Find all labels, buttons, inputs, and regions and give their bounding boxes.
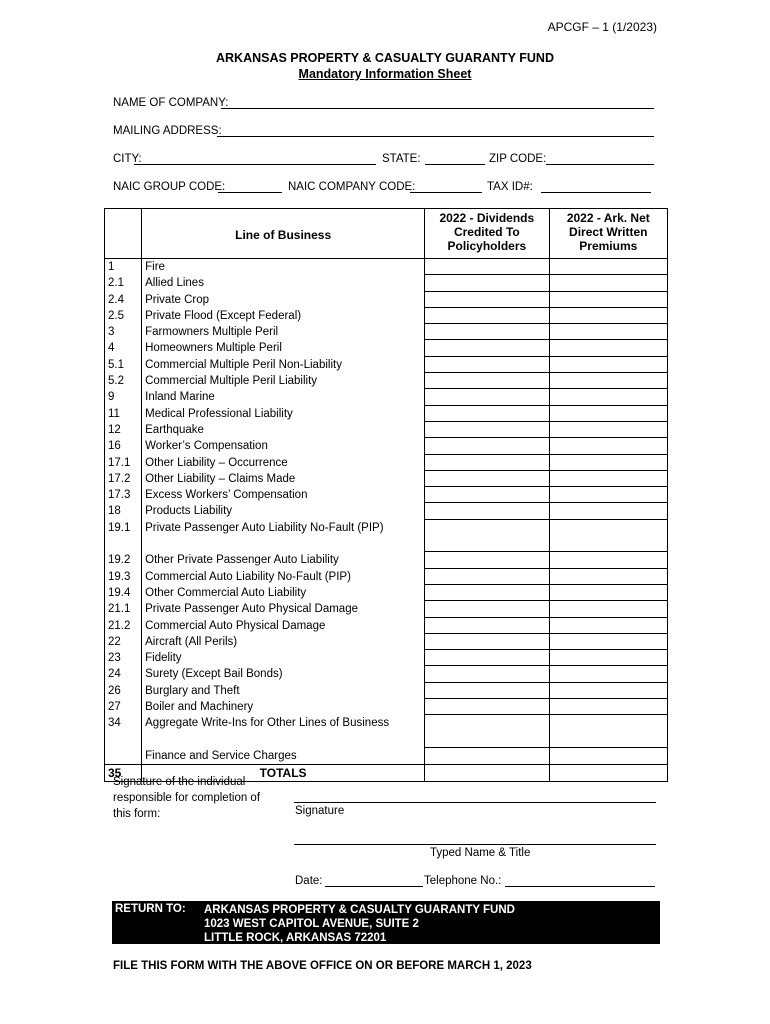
- signature-label: Signature: [295, 805, 345, 817]
- line-number: 17.2: [108, 472, 131, 485]
- telephone-field[interactable]: [505, 886, 655, 887]
- form-title: ARKANSAS PROPERTY & CASUALTY GUARANTY FUND: [216, 51, 554, 65]
- line-number: 16: [108, 440, 121, 453]
- dividends-cell[interactable]: [425, 340, 548, 356]
- return-to-line1: ARKANSAS PROPERTY & CASUALTY GUARANTY FUND: [204, 904, 515, 916]
- line-number: 19.4: [108, 586, 131, 599]
- return-to-line2: 1023 WEST CAPITOL AVENUE, SUITE 2: [204, 918, 419, 930]
- dividends-cell[interactable]: [425, 357, 548, 373]
- header-line-of-business: Line of Business: [142, 209, 425, 259]
- form-subtitle: Mandatory Information Sheet: [298, 67, 472, 81]
- premiums-cell[interactable]: [550, 422, 667, 438]
- line-number: 22: [108, 635, 121, 648]
- line-number-column: [105, 259, 142, 765]
- line-name: Other Commercial Auto Liability: [145, 586, 307, 599]
- line-number: 2.4: [108, 293, 124, 306]
- line-number: 2.1: [108, 277, 124, 290]
- line-number: 34: [108, 717, 121, 730]
- line-name: Boiler and Machinery: [145, 701, 254, 714]
- premiums-cell[interactable]: [550, 275, 667, 291]
- line-name: Fidelity: [145, 652, 182, 665]
- dividends-cell[interactable]: [425, 422, 548, 438]
- line-name: Inland Marine: [145, 391, 215, 404]
- premiums-cell[interactable]: [550, 503, 667, 519]
- line-name: Homeowners Multiple Peril: [145, 342, 282, 355]
- premiums-cell[interactable]: [550, 715, 667, 748]
- line-name: Commercial Multiple Peril Non-Liability: [145, 358, 342, 371]
- dividends-cell[interactable]: [425, 683, 548, 699]
- premiums-cell[interactable]: [550, 650, 667, 666]
- line-number: 26: [108, 684, 121, 697]
- dividends-cell[interactable]: [425, 699, 548, 715]
- line-name: Finance and Service Charges: [145, 749, 297, 762]
- dividends-cell[interactable]: [425, 666, 548, 682]
- return-to-line3: LITTLE ROCK, ARKANSAS 72201: [204, 932, 387, 944]
- premiums-cell[interactable]: [550, 438, 667, 454]
- line-number: 17.3: [108, 489, 131, 502]
- premiums-cell[interactable]: [550, 389, 667, 405]
- premiums-cell[interactable]: [550, 487, 667, 503]
- premiums-cell[interactable]: [550, 455, 667, 471]
- totals-premiums-cell[interactable]: [549, 765, 667, 782]
- dividends-cell[interactable]: [425, 487, 548, 503]
- state-field[interactable]: [425, 164, 485, 165]
- line-name: Earthquake: [145, 423, 204, 436]
- premiums-cell[interactable]: [550, 373, 667, 389]
- line-name: Other Liability – Occurrence: [145, 456, 288, 469]
- premiums-cell[interactable]: [550, 618, 667, 634]
- line-name: Burglary and Theft: [145, 684, 240, 697]
- premiums-cell[interactable]: [550, 357, 667, 373]
- header-dividends: 2022 - Dividends Credited To Policyholders: [425, 209, 549, 259]
- typed-name-field[interactable]: [294, 844, 656, 845]
- signature-field[interactable]: [294, 802, 656, 803]
- dividends-cell[interactable]: [425, 275, 548, 291]
- dividends-cell[interactable]: [425, 585, 548, 601]
- city-field[interactable]: [134, 164, 376, 165]
- premiums-cell[interactable]: [550, 748, 667, 764]
- premiums-cell[interactable]: [550, 666, 667, 682]
- premiums-cell[interactable]: [550, 292, 667, 308]
- line-name: Private Flood (Except Federal): [145, 309, 302, 322]
- naic-company-label: NAIC COMPANY CODE:: [288, 181, 416, 193]
- line-name: Commercial Multiple Peril Liability: [145, 375, 318, 388]
- dividends-cell[interactable]: [425, 324, 548, 340]
- date-field[interactable]: [325, 886, 423, 887]
- date-label: Date:: [295, 875, 323, 887]
- line-name: Private Crop: [145, 293, 210, 306]
- dividends-cell[interactable]: [425, 715, 548, 748]
- line-number: 12: [108, 423, 121, 436]
- premiums-cell[interactable]: [550, 634, 667, 650]
- line-name: Farmowners Multiple Peril: [145, 326, 279, 339]
- telephone-label: Telephone No.:: [424, 875, 502, 887]
- zip-field[interactable]: [546, 164, 654, 165]
- line-number: 5.2: [108, 375, 124, 388]
- line-name: Aggregate Write-Ins for Other Lines of Business: [145, 717, 390, 730]
- line-name: Surety (Except Bail Bonds): [145, 668, 283, 681]
- mailing-address-label: MAILING ADDRESS:: [113, 125, 222, 137]
- dividends-cell[interactable]: [425, 455, 548, 471]
- return-to-box: [112, 901, 660, 944]
- line-number: 24: [108, 668, 121, 681]
- filing-deadline: FILE THIS FORM WITH THE ABOVE OFFICE ON OR BEFORE MARCH 1, 2023: [113, 960, 532, 972]
- premiums-cell[interactable]: [550, 569, 667, 585]
- line-name: Excess Workers’ Compensation: [145, 489, 308, 502]
- premiums-cell[interactable]: [550, 552, 667, 568]
- zip-label: ZIP CODE:: [489, 153, 547, 165]
- premiums-cell[interactable]: [550, 340, 667, 356]
- dividends-cell[interactable]: [425, 471, 548, 487]
- dividends-cell[interactable]: [425, 503, 548, 519]
- return-to-label: RETURN TO:: [115, 903, 186, 915]
- premiums-cell[interactable]: [550, 259, 667, 275]
- premiums-column: [549, 259, 667, 765]
- dividends-cell[interactable]: [425, 552, 548, 568]
- line-number: 19.2: [108, 554, 131, 567]
- premiums-cell[interactable]: [550, 699, 667, 715]
- line-number: 27: [108, 701, 121, 714]
- header-number: [105, 209, 142, 259]
- company-name-field[interactable]: [221, 108, 654, 109]
- dividends-cell[interactable]: [425, 748, 548, 764]
- line-of-business-table: [104, 208, 668, 782]
- naic-group-label: NAIC GROUP CODE:: [113, 181, 226, 193]
- totals-label: TOTALS: [142, 765, 425, 782]
- dividends-cell[interactable]: [425, 406, 548, 422]
- line-number: 21.1: [108, 603, 131, 616]
- dividends-cell[interactable]: [425, 389, 548, 405]
- line-name: Other Private Passenger Auto Liability: [145, 554, 339, 567]
- line-name: Aircraft (All Perils): [145, 635, 238, 648]
- line-number: 1: [108, 261, 115, 273]
- dividends-cell[interactable]: [425, 601, 548, 617]
- dividends-cell[interactable]: [425, 438, 548, 454]
- line-number: 9: [108, 391, 115, 404]
- premiums-cell[interactable]: [550, 601, 667, 617]
- line-name: Commercial Auto Physical Damage: [145, 619, 326, 632]
- line-number: 3: [108, 326, 115, 339]
- header-premiums: 2022 - Ark. Net Direct Written Premiums: [549, 209, 667, 259]
- premiums-cell[interactable]: [550, 520, 667, 553]
- dividends-cell[interactable]: [425, 650, 548, 666]
- naic-group-field[interactable]: [218, 192, 282, 193]
- line-number: 2.5: [108, 309, 124, 322]
- dividends-cell[interactable]: [425, 259, 548, 275]
- line-name: Private Passenger Auto Liability No-Fault (PIP): [145, 521, 384, 534]
- totals-number: 35: [105, 765, 142, 782]
- line-name: Fire: [145, 261, 165, 273]
- line-name: Medical Professional Liability: [145, 407, 293, 420]
- premiums-cell[interactable]: [550, 585, 667, 601]
- tax-id-field[interactable]: [541, 192, 651, 193]
- line-name: Private Passenger Auto Physical Damage: [145, 603, 358, 616]
- line-name: Other Liability – Claims Made: [145, 472, 296, 485]
- dividends-cell[interactable]: [425, 520, 548, 553]
- premiums-cell[interactable]: [550, 406, 667, 422]
- naic-company-field[interactable]: [410, 192, 482, 193]
- line-number: 19.1: [108, 521, 131, 534]
- form-code: APCGF – 1 (1/2023): [547, 20, 657, 34]
- mailing-address-field[interactable]: [217, 136, 654, 137]
- dividends-cell[interactable]: [425, 634, 548, 650]
- line-name: Products Liability: [145, 505, 233, 518]
- dividends-cell[interactable]: [425, 308, 548, 324]
- dividends-cell[interactable]: [425, 618, 548, 634]
- tax-id-label: TAX ID#:: [487, 181, 533, 193]
- dividends-cell[interactable]: [425, 373, 548, 389]
- dividends-cell[interactable]: [425, 569, 548, 585]
- line-number: [105, 748, 141, 764]
- premiums-cell[interactable]: [550, 683, 667, 699]
- line-name-column: [142, 259, 425, 765]
- line-number: 21.2: [108, 619, 131, 632]
- line-number: 17.1: [108, 456, 131, 469]
- line-number: 4: [108, 342, 115, 355]
- state-label: STATE:: [382, 153, 421, 165]
- line-number: 18: [108, 505, 121, 518]
- premiums-cell[interactable]: [550, 308, 667, 324]
- dividends-cell[interactable]: [425, 292, 548, 308]
- totals-dividends-cell[interactable]: [425, 765, 549, 782]
- company-name-label: NAME OF COMPANY:: [113, 97, 229, 109]
- premiums-cell[interactable]: [550, 324, 667, 340]
- city-label: CITY:: [113, 153, 142, 165]
- line-number: 11: [108, 407, 120, 420]
- line-name: Commercial Auto Liability No-Fault (PIP): [145, 570, 351, 583]
- dividends-column: [425, 259, 549, 765]
- line-name: Allied Lines: [145, 277, 204, 290]
- typed-name-label: Typed Name & Title: [430, 847, 531, 859]
- return-to-address: [204, 903, 515, 945]
- line-number: 23: [108, 652, 121, 665]
- line-name: Worker’s Compensation: [145, 440, 268, 453]
- signature-note: Signature of the individual responsible for completion of this form:: [113, 776, 261, 820]
- line-number: 5.1: [108, 358, 124, 371]
- line-number: 19.3: [108, 570, 131, 583]
- premiums-cell[interactable]: [550, 471, 667, 487]
